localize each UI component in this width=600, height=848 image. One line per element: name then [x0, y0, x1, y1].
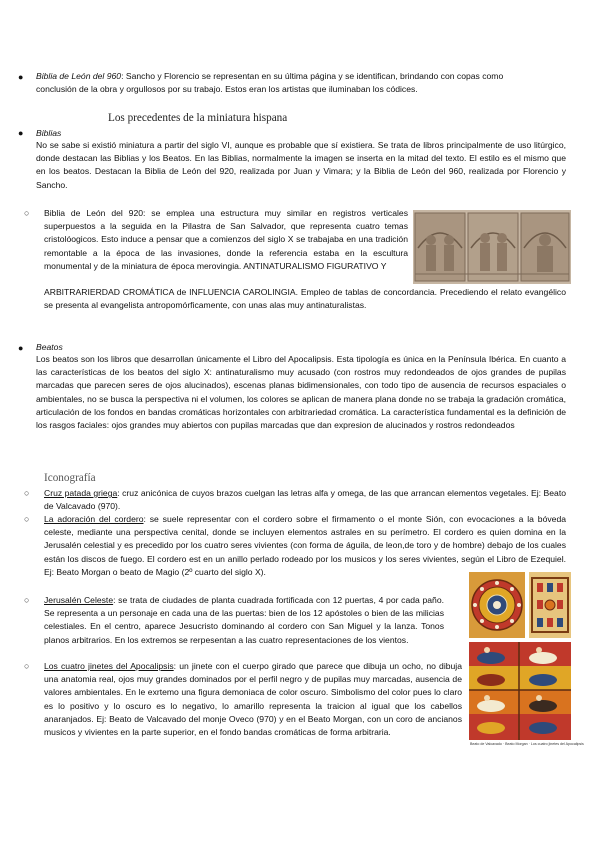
title-leon-960: Biblia de León del 960 [36, 71, 122, 81]
term-cuatro-jinetes: Los cuatro jinetes del Apocalipsis [44, 661, 174, 671]
circle-bullet-icon: ○ [24, 514, 30, 524]
paragraph-biblia-920-bottom: ARBITRARIERDAD CROMÁTICA de INFLUENCIA CAROLINGIA. Empleo de tablas de concordancia. Precediendo el relato evangélico se presenta al evangelista antropomórficamente, con unas alas muy antinaturalistas. [44, 287, 566, 311]
image-caption: Beato de Valcavado · Beato Morgan · Los cuatro jinetes del Apocalipsis [470, 742, 584, 746]
term-adoracion-cordero: La adoración del cordero [44, 514, 144, 524]
text-cruz-patada: : cruz anicónica de cuyos brazos cuelgan las letras alfa y omega, de las que arrancan elementos vegetales. Ej: Beato de Valcavado (970). [44, 488, 566, 512]
adoracion-cordero-image [469, 572, 525, 638]
paragraph-biblias: No se sabe si existió miniatura a partir del siglo VI, aunque es probable que sí existiera. Se trata de libros principalmente de uso litúrgico, donde destacan las Biblias y los Beatos. En las Biblias, normalmente la imagen se inserta en la mitad del texto. El estilo es el mismo que en los beatos. Destacan la Biblia de León del 920, realizada por Juan y Vimara; y la Biblia de León del 960, realizada por Florencio y Sancho. [36, 140, 566, 190]
paragraph-beatos: Los beatos son los libros que desarrollan únicamente el Libro del Apocalipsis. Esta tipología es única en la Península Ibérica. En cuanto a las características de los beatos del siglo X: antinaturalismo muy acusado (con rostros muy redondeados de ojos grandes de pupilas marcadas que parecen seres de ojos alucinados), escenas planas bidimensionales, con todo tipo de ausencia de recursos espaciales o ambientales, no se busca la perspectiva ni el volumen, los colores se aplican de manera plana donde no se trabaja la gradación cromática, articulación de los fondos en bandas cromáticas horizontales con arbitrariedad cromática. La característica fundamental es la definición de los rasgos faciales: ojos grandes muy abiertos con pupilas marcadas que dan expresion de alucinados y rostros redondeados [36, 354, 566, 431]
text-jerusalen-celeste: : se trata de ciudades de planta cuadrada fortificada con 12 puertas, 4 por cada paño. Se representa a un personaje en cada una de las puertas: bien de los 12 apóstoles o bien de las milicias celestiales. En el centro, aparece Jesucristo dominando al cordero con San Miguel y la lanza. Tonos planos arbitrarios. En los extremos se rerpesentan a las cuatro representaciones de los vientos. [44, 595, 444, 645]
text-adoracion-cordero: : se suele representar con el cordero sobre el firmamento o el monte Sión, con evocaciones a la bóveda celeste, mediante una perspectiva cenital, donde se incluyen elementos astrales en su perímetro. El cordero es quien domina en la Jerusalén celestial y es precedido por los cuatro seres vivientes (con forma de águila, de leon,de toro y de hombre) debajo de los cuales están los discos de fuego. El cordero est en un anillo perlado rodeado por los musicos y los seres vivientes, según el Libro de Ezequiel. Ej: Beato Morgan o beato de Magio (2º cuarto del siglo X). [44, 514, 567, 577]
heading-iconografia: Iconografía [44, 472, 96, 484]
cuatro-jinetes-svg [469, 642, 571, 740]
term-jerusalen-celeste: Jerusalén Celeste [44, 595, 114, 605]
item-cruz-patada [44, 487, 566, 513]
heading-precedentes: Los precedentes de la miniatura hispana [108, 112, 288, 124]
bullet-icon: ● [18, 343, 24, 353]
circle-bullet-icon: ○ [24, 488, 30, 498]
text-leon-960: : Sancho y Florencio se representan en su última página y se identifican, brindando con copas como conclusión de la obra y orgullosos por su trabajo. Estos eran los artistas que iluminaban los códices. [36, 71, 504, 95]
item-adoracion-cordero [44, 513, 566, 579]
bullet-icon: ● [18, 128, 24, 138]
item-cuatro-jinetes [44, 660, 462, 739]
circle-bullet-icon: ○ [24, 661, 30, 671]
adoracion-cordero-svg [469, 572, 525, 638]
bullet-icon: ● [18, 72, 24, 82]
pilastra-relief-svg [413, 210, 571, 284]
paragraph-biblia-920-top: Biblia de León del 920: se emplea una estructura muy similar en registros verticales superpuestos a la seguida en la Pilastra de San Salvador, que representa cuatro temas cristolóogicos. Esto induce a pensar que a comienzos del siglo X se trabajaba en una tradición remontable a la época de las invasiones, donde la referencia estaba en la escultura monumental y de la miniatura de época merovingia. ANTINATURALISMO FIGURATIVO Y [44, 208, 408, 271]
circle-bullet-icon: ○ [24, 208, 30, 218]
circle-bullet-icon: ○ [24, 595, 30, 605]
pilastra-san-salvador-image [413, 210, 571, 284]
term-cruz-patada: Cruz patada griega [44, 488, 118, 498]
cuatro-jinetes-image [469, 642, 571, 740]
jerusalen-celeste-svg [529, 572, 571, 638]
text-cuatro-jinetes: : un jinete con el cuerpo girado que parece que dibuja un ocho, no dibuja una anatomia real, ojos muy grandes dominados por el perfil negro y de pupilas muy marcadas, ausencia de valores ambientales. En le exrtemo una figura demoniaca de color oscuro. Simbolismo del color pues lo claro es lo positivo y lo oscuro es lo negativo, lo amarillo representa la traicion al igual que los cabellos anaranjados. Ej: Beato de Valcavado del monje Oveco (970) y en el Beato Morgan, con un coro de ancianos musicos y vivientes en la parte superior, en el fondo bandas cromáticas de forma arbitraria. [44, 661, 462, 738]
title-beatos: Beatos [36, 342, 63, 352]
jerusalen-celeste-image [529, 572, 571, 638]
title-biblias: Biblias [36, 128, 62, 138]
paragraph-leon-960 [36, 70, 544, 96]
item-jerusalen-celeste [44, 594, 444, 647]
